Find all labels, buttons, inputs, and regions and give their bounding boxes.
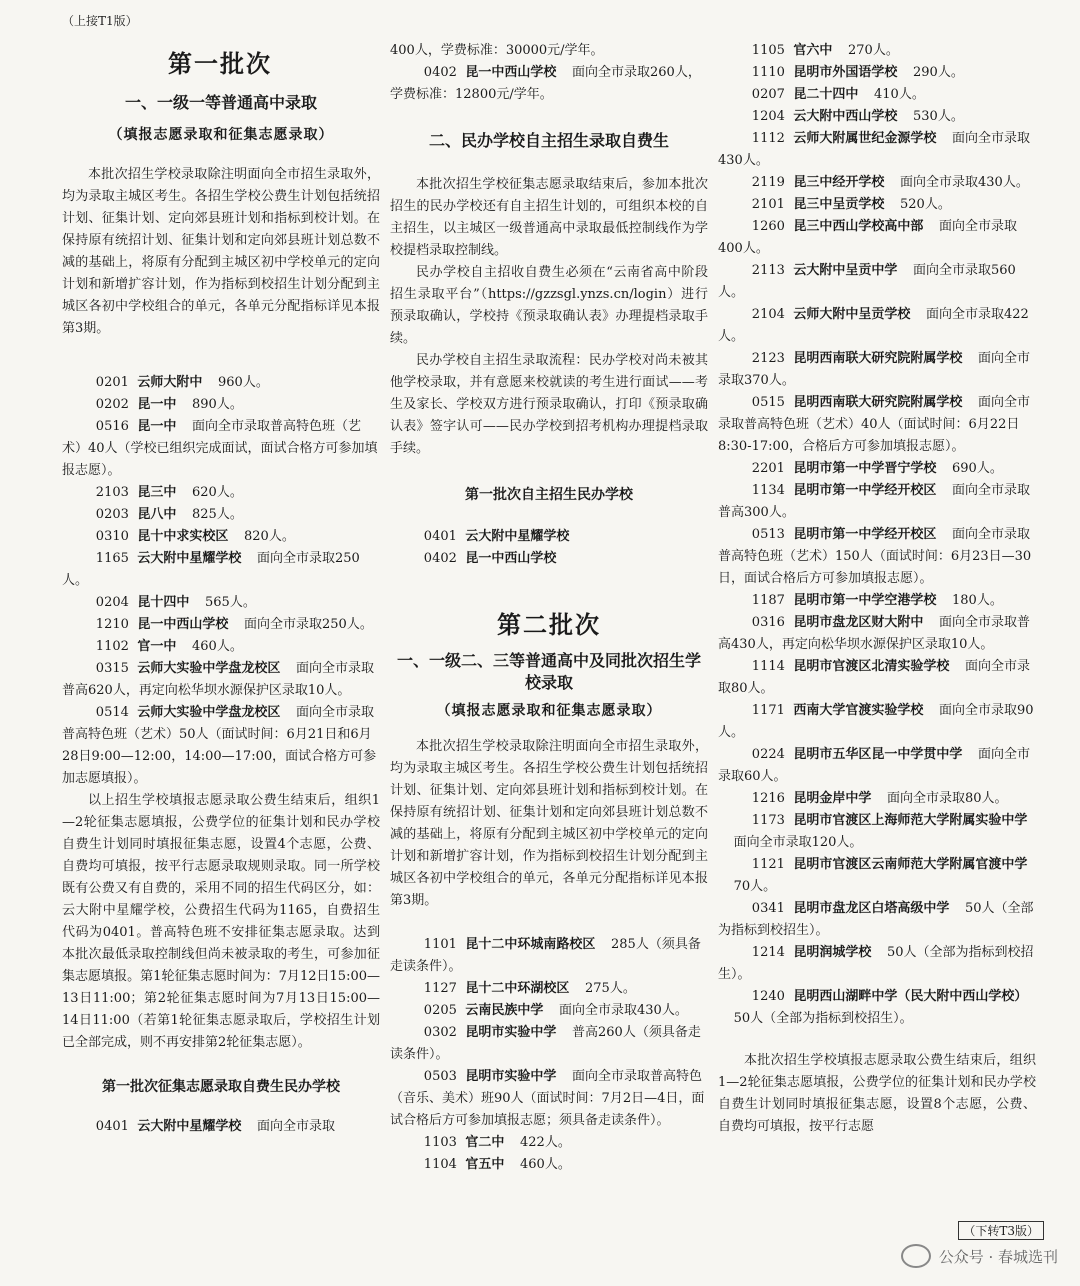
school-code: 1171	[751, 703, 785, 718]
continued-from-label: （上接T1版）	[62, 14, 138, 28]
school-name: 昆明润城学校	[793, 945, 872, 960]
entry-list	[390, 526, 708, 570]
school-name: 昆三中呈贡学校	[793, 197, 885, 212]
school-note: 面向全市录取250人。	[244, 617, 373, 632]
school-note: 面向全市录取普高特色班（艺术）40人（面试时间：6月22日8:30-17:00，合格后方可参加填报志愿）。	[718, 395, 1031, 454]
school-code: 1187	[751, 593, 785, 608]
school-code: 1210	[95, 617, 129, 632]
school-code: 0204	[95, 595, 129, 610]
school-code: 2103	[95, 485, 129, 500]
school-name: 昆明西南联大研究院附属学校	[793, 351, 963, 366]
school-note: 面向全市录取普高特色班（艺术）150人（面试时间：6月23日—30日，面试合格后方可参加填报志愿）。	[718, 527, 1032, 586]
list-item	[718, 480, 1036, 524]
school-code: 2104	[751, 307, 785, 322]
column-2	[390, 40, 708, 1176]
school-name: 昆明西南联大研究院附属学校	[793, 395, 963, 410]
school-name: 昆明市第一中学空港学校	[793, 593, 937, 608]
school-name: 昆十二中环城南路校区	[465, 937, 596, 952]
list-item	[62, 416, 380, 482]
school-name: 昆二十四中	[793, 87, 859, 102]
school-code: 1110	[751, 65, 785, 80]
school-name: 昆一中西山学校	[137, 617, 229, 632]
school-code: 0514	[95, 705, 129, 720]
batch-two-title: 第二批次	[497, 610, 601, 639]
paragraph: 以上招生学校填报志愿录取公费生结束后，组织1—2轮征集志愿填报，公费学位的征集计划和民办学校自费生计划同时填报征集志愿，设置4个志愿，公费、自费均可填报，按平行志愿录取规则录取。同一所学校既有公费又有自费的，采用不同的招生代码区分，如：云大附中星耀学校，公费招生代码为1165，自费招生代码为0401。普高特色班不安排征集志愿录取。达到本批次最低录取控制线但尚未被录取的考生，可参加征集志愿填报。第1轮征集志愿时间为：7月12日15:00—13日11:00；第2轮征集志愿时间为7月13日15:00—14日11:00（若第1轮征集志愿录取后，学校招生计划已全部完成，则不再安排第2轮征集志愿）。	[62, 793, 380, 1050]
school-code: 0202	[95, 397, 129, 412]
school-code: 1102	[95, 639, 129, 654]
school-code: 0402	[423, 551, 457, 566]
list-item	[718, 106, 1036, 128]
school-note: 290人。	[913, 65, 964, 80]
watermark	[901, 1244, 1058, 1268]
school-note: 270人。	[848, 43, 899, 58]
batch-one-title: 第一批次	[168, 49, 272, 78]
school-note: 普高260人（须具备走读条件）。	[390, 1025, 701, 1062]
school-note: 180人。	[952, 593, 1003, 608]
school-name: 昆三中经开学校	[793, 175, 885, 190]
school-code: 1214	[751, 945, 785, 960]
list-item	[718, 656, 1036, 700]
school-note: 面向全市录取430人。	[900, 175, 1029, 190]
school-code: 0201	[95, 375, 129, 390]
list-item	[718, 62, 1036, 84]
paragraph: 本批次招生学校录取除注明面向全市招生录取外，均为录取主城区考生。各招生学校公费生计划包括统招计划、征集计划、定向郊县班计划和指标到校计划。在保持原有统招计划、征集计划和定向郊县班计划总数不减的基础上，将原有分配到主城区初中学校单元的定向计划和新增扩容计划，作为指标到校招生计划分配到主城区各初中学校组合的单元，各单元分配指标详见本报第3期。	[390, 739, 708, 908]
school-name: 云师大附属世纪金源学校	[793, 131, 937, 146]
list-item	[62, 592, 380, 614]
school-code: 1127	[423, 981, 457, 996]
column-3	[718, 40, 1036, 1138]
school-note: 面向全市录取120人。	[733, 835, 863, 850]
list-item	[718, 348, 1036, 392]
list-item	[718, 590, 1036, 612]
school-name: 昆明市盘龙区白塔高级中学	[793, 901, 950, 916]
school-code: 0203	[95, 507, 129, 522]
school-note: 70人。	[733, 879, 777, 894]
school-name: 昆一中西山学校	[465, 65, 557, 80]
school-note: 面向全市录取	[257, 1119, 336, 1134]
list-item	[718, 172, 1036, 194]
school-code: 2101	[751, 197, 785, 212]
list-item	[62, 636, 380, 658]
school-code: 0516	[95, 419, 129, 434]
school-code: 1114	[751, 659, 785, 674]
sub-heading: 第一批次自主招生民办学校	[465, 487, 633, 503]
school-note: 面向全市录取400人。	[718, 219, 1018, 256]
list-item	[62, 372, 380, 394]
list-item	[390, 934, 708, 978]
school-code: 1260	[751, 219, 785, 234]
section-heading: 一、一级一等普通高中录取	[124, 93, 317, 112]
school-code: 0315	[95, 661, 129, 676]
list-item	[718, 898, 1036, 942]
school-note: 面向全市录取普高特色班（艺术）50人（面试时间：6月21日和6月28日9:00—12:00，14:00—17:00，面试合格方可参加志愿填报）。	[62, 705, 377, 786]
school-name: 官二中	[465, 1135, 505, 1150]
school-code: 2201	[751, 461, 785, 476]
list-item	[718, 194, 1036, 216]
school-name: 云师大实验中学盘龙校区	[137, 705, 281, 720]
school-note: 50人（全部为指标到校招生）。	[718, 945, 1034, 982]
school-name: 昆十四中	[137, 595, 190, 610]
list-item	[718, 84, 1036, 106]
list-item	[62, 526, 380, 548]
paragraph: 本批次招生学校填报志愿录取公费生结束后，组织1—2轮征集志愿填报，公费学位的征集计划和民办学校自费生计划同时填报征集志愿，设置8个志愿，公费、自费均可填报，按平行志愿	[718, 1053, 1036, 1134]
list-item	[62, 614, 380, 636]
school-name: 云大附中西山学校	[793, 109, 898, 124]
list-item	[718, 788, 1036, 810]
school-name: 昆明市五华区昆一中学贯中学	[793, 747, 963, 762]
list-item	[718, 854, 1036, 898]
school-name: 官一中	[137, 639, 177, 654]
entry-list	[718, 40, 1036, 1030]
school-name: 云大附中星耀学校	[465, 529, 570, 544]
list-item	[718, 524, 1036, 590]
school-note: 410人。	[874, 87, 925, 102]
list-item	[390, 1066, 708, 1132]
list-item	[718, 700, 1036, 744]
school-code: 0310	[95, 529, 129, 544]
column-1	[62, 92, 380, 1138]
list-item	[390, 1022, 708, 1066]
list-item	[390, 526, 708, 548]
school-note: 460人。	[192, 639, 243, 654]
school-note: 530人。	[913, 109, 964, 124]
school-name: 昆明市实验中学	[465, 1025, 557, 1040]
school-note: 面向全市录取430人。	[559, 1003, 688, 1018]
school-name: 昆明市外国语学校	[793, 65, 898, 80]
continued-text: 400人，学费标准：30000元/学年。	[390, 43, 604, 58]
school-name: 昆明市第一中学经开校区	[793, 483, 937, 498]
school-name: 云师大附中呈贡学校	[793, 307, 911, 322]
school-note: 50人（全部为指标到校招生）。	[733, 1011, 913, 1026]
school-code: 1165	[95, 551, 129, 566]
school-code: 2113	[751, 263, 785, 278]
school-note: 960人。	[218, 375, 269, 390]
school-code: 0224	[751, 747, 785, 762]
school-name: 昆明市官渡区云南师范大学附属官渡中学	[793, 857, 1028, 872]
school-code: 2123	[751, 351, 785, 366]
school-note: 面向全市录取普高特色班（艺术）40人（学校已组织完成面试，面试合格方可参加填报志愿）。	[62, 419, 378, 478]
school-name: 官六中	[793, 43, 833, 58]
entry-list	[390, 934, 708, 1176]
list-item	[390, 62, 708, 106]
list-item	[718, 810, 1036, 854]
school-code: 0302	[423, 1025, 457, 1040]
school-note: 面向全市录取普高430人，再定向松华坝水源保护区录取10人。	[718, 615, 1031, 652]
school-name: 昆明市第一中学经开校区	[793, 527, 937, 542]
section-heading: 二、民办学校自主招生录取自费生	[428, 131, 669, 150]
paragraph: 民办学校自主招生录取流程：民办学校对尚未被其他学校录取，并有意愿来校就读的考生进行面试——考生及家长、学校双方进行预录取确认，打印《预录取确认表》签字认可——民办学校到招考机构办理提档录取手续。	[390, 353, 708, 456]
school-name: 昆明市实验中学	[465, 1069, 557, 1084]
list-item	[390, 1132, 708, 1154]
school-name: 云大附中呈贡中学	[793, 263, 898, 278]
continued-to-label: （下转T3版）	[958, 1221, 1044, 1240]
list-item	[62, 394, 380, 416]
list-item	[62, 482, 380, 504]
school-name: 昆十中求实校区	[137, 529, 229, 544]
school-code: 1104	[423, 1157, 457, 1172]
school-name: 昆八中	[137, 507, 177, 522]
list-item	[718, 942, 1036, 986]
school-note: 275人。	[585, 981, 636, 996]
school-code: 1103	[423, 1135, 457, 1150]
school-name: 云南民族中学	[465, 1003, 544, 1018]
school-note: 890人。	[192, 397, 243, 412]
school-code: 0207	[751, 87, 785, 102]
school-note: 面向全市录取80人。	[718, 659, 1031, 696]
school-name: 昆明市盘龙区财大附中	[793, 615, 924, 630]
list-item	[390, 1000, 708, 1022]
watermark-text: 公众号 · 春城选刊	[938, 1247, 1058, 1266]
list-item	[718, 260, 1036, 304]
school-code: 0341	[751, 901, 785, 916]
school-note: 820人。	[244, 529, 295, 544]
paragraph: 民办学校自主招收自费生必须在“云南省高中阶段招生录取平台”（https://gzzsgl.ynzs.cn/login）进行预录取确认，学校持《预录取确认表》办理提档录取手续。	[390, 265, 708, 346]
school-code: 1105	[751, 43, 785, 58]
list-item	[62, 1116, 380, 1138]
school-note: 面向全市录取560人。	[718, 263, 1016, 300]
school-name: 昆明市第一中学晋宁学校	[793, 461, 937, 476]
list-item	[390, 548, 708, 570]
sub-heading: 第一批次征集志愿录取自费生民办学校	[102, 1079, 340, 1095]
school-name: 云师大实验中学盘龙校区	[137, 661, 281, 676]
school-note: 620人。	[192, 485, 243, 500]
list-item	[718, 216, 1036, 260]
section-subheading: （填报志愿录取和征集志愿录取）	[108, 127, 334, 143]
paragraph: 本批次招生学校录取除注明面向全市招生录取外，均为录取主城区考生。各招生学校公费生计划包括统招计划、征集计划、定向郊县班计划和指标到校计划。在保持原有统招计划、征集计划和定向郊县班计划总数不减的基础上，将原有分配到主城区初中学校单元的定向计划和新增扩容计划，作为指标到校招生计划分配到主城区各初中学校组合的单元，各单元分配指标详见本报第3期。	[62, 167, 380, 336]
section-subheading: （填报志愿录取和征集志愿录取）	[436, 703, 662, 719]
school-code: 1134	[751, 483, 785, 498]
list-item	[718, 128, 1036, 172]
list-item	[718, 612, 1036, 656]
list-item	[390, 978, 708, 1000]
paragraph: 本批次招生学校征集志愿录取结束后，参加本批次招生的民办学校还有自主招生计划的，可组织本校的自主招生，以主城区一级普通高中录取最低控制线作为学校提档录取控制线。	[390, 177, 708, 258]
school-code: 1173	[751, 813, 785, 828]
school-name: 西南大学官渡实验学校	[793, 703, 924, 718]
wechat-icon	[901, 1244, 931, 1268]
school-code: 1101	[423, 937, 457, 952]
school-code: 1240	[751, 989, 785, 1004]
school-name: 昆十二中环湖校区	[465, 981, 570, 996]
school-name: 昆一中	[137, 397, 177, 412]
school-note: 面向全市录取430人。	[718, 131, 1031, 168]
school-code: 1216	[751, 791, 785, 806]
school-code: 0316	[751, 615, 785, 630]
list-item	[718, 986, 1036, 1030]
school-note: 50人（全部为指标到校招生）。	[718, 901, 1034, 938]
school-note: 面向全市录取250人。	[62, 551, 360, 588]
school-code: 1121	[751, 857, 785, 872]
school-name: 昆一中西山学校	[465, 551, 557, 566]
list-item	[390, 1154, 708, 1176]
school-name: 昆明市官渡区上海师范大学附属实验中学	[793, 813, 1028, 828]
list-item	[62, 504, 380, 526]
school-code: 0401	[95, 1119, 129, 1134]
school-name: 昆三中西山学校高中部	[793, 219, 924, 234]
school-note: 面向全市录取普高特色（音乐、美术）班90人（面试时间：7月2日—4日，面试合格后方可参加填报志愿；须具备走读条件）。	[390, 1069, 705, 1128]
school-note: 460人。	[520, 1157, 571, 1172]
school-code: 1112	[751, 131, 785, 146]
entry-list	[62, 372, 380, 790]
list-item	[62, 548, 380, 592]
school-note: 面向全市录取90人。	[718, 703, 1034, 740]
school-note: 面向全市录取422人。	[718, 307, 1029, 344]
list-item	[718, 458, 1036, 480]
list-item	[62, 702, 380, 790]
school-name: 昆明西山湖畔中学（民大附中西山学校）	[793, 989, 1028, 1004]
school-code: 0515	[751, 395, 785, 410]
school-name: 昆明市官渡区北清实验学校	[793, 659, 950, 674]
school-name: 昆一中	[137, 419, 177, 434]
school-note: 面向全市录取普高620人，再定向松华坝水源保护区录取10人。	[62, 661, 375, 698]
section-heading: 一、一级二、三等普通高中及同批次招生学校录取	[396, 651, 701, 692]
list-item	[718, 304, 1036, 348]
school-note: 520人。	[900, 197, 951, 212]
school-name: 官五中	[465, 1157, 505, 1172]
school-name: 昆三中	[137, 485, 177, 500]
school-note: 690人。	[952, 461, 1003, 476]
school-note: 565人。	[205, 595, 256, 610]
school-note: 422人。	[520, 1135, 571, 1150]
list-item	[718, 744, 1036, 788]
school-note: 面向全市录取370人。	[718, 351, 1031, 388]
school-code: 1204	[751, 109, 785, 124]
school-note: 285人（须具备走读条件）。	[390, 937, 701, 974]
school-note: 825人。	[192, 507, 243, 522]
school-note: 面向全市录取普高300人。	[718, 483, 1031, 520]
school-note: 面向全市录取60人。	[718, 747, 1031, 784]
school-code: 0513	[751, 527, 785, 542]
list-item	[62, 658, 380, 702]
list-item	[718, 392, 1036, 458]
school-code: 0402	[423, 65, 457, 80]
list-item	[718, 40, 1036, 62]
school-code: 0503	[423, 1069, 457, 1084]
school-note: 面向全市录取80人。	[887, 791, 1008, 806]
school-code: 2119	[751, 175, 785, 190]
school-name: 云大附中星耀学校	[137, 551, 242, 566]
school-note: 面向全市录取260人，学费标准：12800元/学年。	[390, 65, 701, 102]
school-code: 0205	[423, 1003, 457, 1018]
school-name: 云师大附中	[137, 375, 203, 390]
school-name: 云大附中星耀学校	[137, 1119, 242, 1134]
school-code: 0401	[423, 529, 457, 544]
school-name: 昆明金岸中学	[793, 791, 872, 806]
